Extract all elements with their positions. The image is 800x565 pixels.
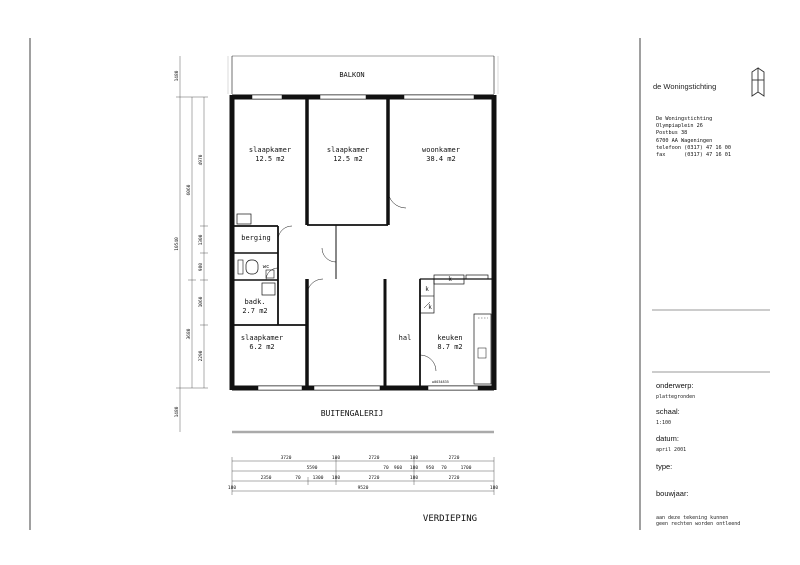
door-arc (388, 190, 406, 208)
room-name-bed1: slaapkamer (248, 146, 292, 154)
room-area-bath: 2.7 m2 (242, 307, 268, 315)
dim-label: 180 (331, 476, 341, 481)
room-name-hall: hal (398, 334, 412, 342)
dim-label: 10540 (175, 237, 180, 251)
dim-label: 1480 (175, 70, 180, 82)
room-name-bed2: slaapkamer (326, 146, 370, 154)
kitchen-counter (474, 314, 491, 384)
dim-label: 2720 (368, 476, 380, 481)
disclaimer-line: aan deze tekening kunnen (656, 515, 729, 521)
dim-label: 950 (425, 466, 435, 471)
room-name-wc: wc (262, 264, 270, 270)
dim-label: 3680 (187, 328, 192, 340)
address-line: telefoon (0317) 47 16 00 (656, 145, 731, 151)
room-area-living: 38.4 m2 (426, 155, 456, 163)
window (320, 95, 366, 99)
date-value: april 2001 (656, 447, 687, 453)
dim-label: 3720 (280, 456, 292, 461)
dim-label: 180 (489, 486, 499, 491)
bath-basin (262, 283, 275, 295)
address-line: fax (0317) 47 16 01 (656, 152, 731, 158)
room-name-bath: badk. (244, 298, 266, 306)
drawing-title: VERDIEPING (422, 514, 478, 524)
dim-label: 4970 (199, 154, 204, 166)
room-area-bed1: 12.5 m2 (255, 155, 285, 163)
room-area-bed3: 6.2 m2 (249, 343, 275, 351)
dim-label: 960 (393, 466, 403, 471)
window (428, 386, 478, 390)
window (258, 386, 302, 390)
dim-label: 1480 (175, 406, 180, 418)
logo-mark (752, 68, 764, 96)
door-arc (278, 226, 292, 240)
logo-icon (752, 68, 758, 96)
subject-label: onderwerp: (656, 381, 694, 390)
room-area-bed2: 12.5 m2 (333, 155, 363, 163)
scale-label: schaal: (656, 407, 680, 416)
address-line: Postbus 38 (656, 130, 688, 136)
room-name-storage: berging (241, 234, 271, 242)
construction-year-label: bouwjaar: (656, 489, 689, 498)
window (314, 386, 380, 390)
dim-label: 980 (199, 262, 204, 272)
door-arc (307, 279, 323, 295)
subject-value: plattegronden (656, 394, 696, 400)
dim-label: 2720 (368, 456, 380, 461)
dim-label: 180 (409, 476, 419, 481)
cabinet-label: k (425, 286, 429, 293)
dim-label: 70 (295, 476, 301, 481)
dim-label: 180 (409, 466, 419, 471)
drawing-code: w0034835 (432, 380, 449, 384)
window (404, 95, 474, 99)
cabinet-label: k (448, 276, 452, 283)
room-area-kitchen: 8.7 m2 (437, 343, 463, 351)
dim-label: 1060 (199, 296, 204, 308)
room-name-kitchen: keuken (437, 334, 463, 342)
door-arc (322, 248, 336, 262)
date-label: datum: (656, 434, 679, 443)
dim-label: 2720 (448, 456, 460, 461)
dim-label: 2290 (199, 350, 204, 362)
dim-label: 70 (441, 466, 447, 471)
dim-label: 9520 (357, 486, 369, 491)
address-line: Olympiaplein 26 (656, 123, 703, 129)
toilet (246, 260, 258, 274)
dim-label: 1300 (199, 234, 204, 246)
type-label: type: (656, 462, 673, 471)
dim-label: 180 (409, 456, 419, 461)
toilet-tank (238, 260, 243, 274)
room-name-living: woonkamer (422, 146, 460, 154)
disclaimer-line: geen rechten worden ontleend (656, 521, 741, 527)
plan-labels (174, 70, 498, 524)
dim-label: 70 (383, 466, 389, 471)
logo-wordmark: de Woningstichting (653, 82, 717, 91)
logo-icon (758, 68, 764, 96)
dim-label: 2720 (448, 476, 460, 481)
gallery-label: BUITENGALERIJ (320, 409, 384, 418)
dim-label: 5590 (306, 466, 318, 471)
address-line: 6700 AA Wageningen (656, 138, 713, 144)
door-arc (420, 355, 436, 371)
window (252, 95, 282, 99)
washbasin (237, 214, 251, 224)
floor-plan (228, 56, 498, 432)
dim-label: 6060 (187, 184, 192, 196)
address-line: De Woningstichting (656, 116, 713, 122)
dim-label: 2350 (260, 476, 272, 481)
balcony-label: BALKON (339, 71, 365, 79)
cabinet-label: k (428, 304, 432, 311)
dim-label: 180 (227, 486, 237, 491)
dim-label: 180 (331, 456, 341, 461)
dim-label: 1700 (460, 466, 472, 471)
room-name-bed3: slaapkamer (240, 334, 284, 342)
kitchen-sink (478, 348, 486, 358)
scale-value: 1:100 (656, 420, 672, 426)
dim-label: 1300 (312, 476, 324, 481)
